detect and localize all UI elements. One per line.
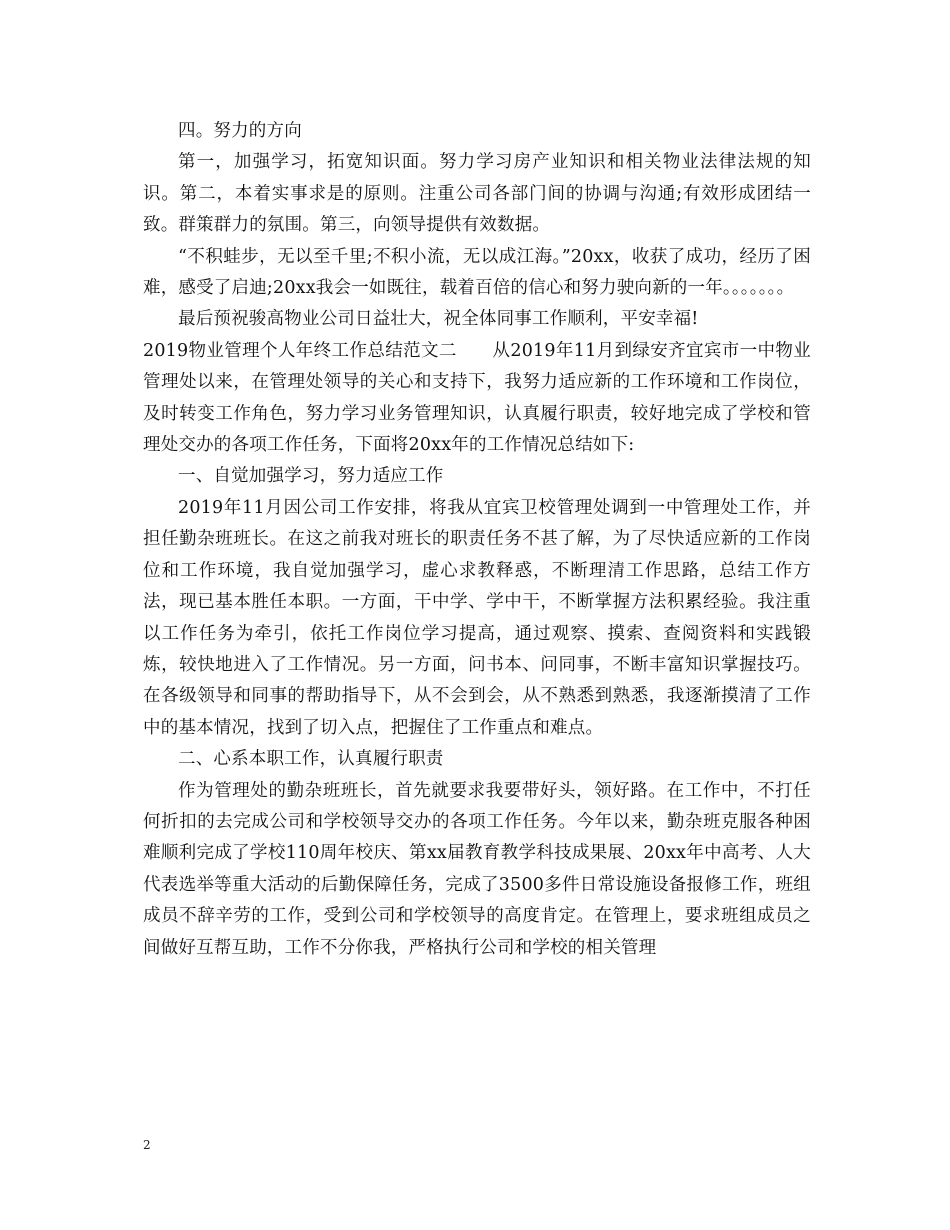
section-heading-duty: 二、心系本职工作，认真履行职责: [178, 749, 444, 770]
paragraph-learning: 2019年11月因公司工作安排，将我从宜宾卫校管理处调到一中管理处工作，并担任勤杂班班长。在这之前我对班长的职责任务不甚了解，为了尽快适应新的工作岗位和工作环境，我自觉加强学习，虚心求教释惑，不断理清工作思路，总结工作方法，现已基本胜任本职。一方面，干中学、学中干，不断掌握方法积累经验。我注重以工作任务为牵引，依托工作岗位学习提高，通过观察、摸索、查阅资料和实践锻炼，较快地进入了工作情况。另一方面，问书本、问同事，不断丰富知识掌握技巧。在各级领导和同事的帮助指导下，从不会到会，从不熟悉到熟悉，我逐渐摸清了工作中的基本情况，找到了切入点，把握住了工作重点和难点。: [143, 497, 811, 738]
paragraph-study: 第一，加强学习，拓宽知识面。努力学习房产业知识和相关物业法律法规的知识。第二，本着实事求是的原则。注重公司各部门间的协调与沟通;有效形成团结一致。群策群力的氛围。第三，向领导提供有效数据。: [143, 152, 811, 236]
paragraph-summary-title: 2019物业管理个人年终工作总结范文二 从2019年11月到绿安齐宜宾市一中物业管理处以来，在管理处领导的关心和支持下，我努力适应新的工作环境和工作岗位，及时转变工作角色，努力学习业务管理知识，认真履行职责，较好地完成了学校和管理处交办的各项工作任务，下面将20xx年的工作情况总结如下:: [143, 340, 811, 456]
document-body: [143, 116, 811, 964]
paragraph-quote: “不积蛙步，无以至千里;不积小流，无以成江海。”20xx，收获了成功，经历了困难，感受了启迪;20xx我会一如既往，载着百倍的信心和努力驶向新的一年。。。。。。。: [143, 246, 811, 299]
section-heading-direction: 四。努力的方向: [178, 121, 302, 141]
paragraph-wishes: 最后预祝骏高物业公司日益壮大，祝全体同事工作顺利，平安幸福!: [178, 309, 699, 330]
paragraph-duty: 作为管理处的勤杂班班长，首先就要求我要带好头，领好路。在工作中，不打任何折扣的去完成公司和学校领导交办的各项工作任务。今年以来，勤杂班克服各种困难顺利完成了学校110周年校庆、第xx届教育教学科技成果展、20xx年中高考、人大代表选举等重大活动的后勤保障任务，完成了3500多件日常设施设备报修工作，班组成员不辞辛劳的工作，受到公司和学校领导的高度肯定。在管理上，要求班组成员之间做好互帮互助，工作不分你我，严格执行公司和学校的相关管理: [143, 780, 811, 958]
section-heading-learning: 一、自觉加强学习，努力适应工作: [178, 466, 444, 487]
page-number: 2: [143, 1138, 151, 1152]
